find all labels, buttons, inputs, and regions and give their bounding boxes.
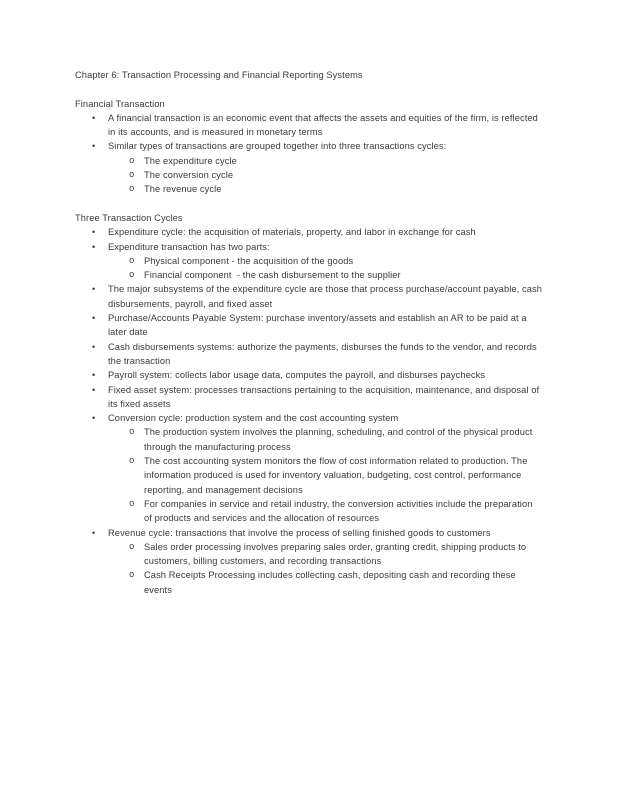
sub-bullet-icon: o [129, 170, 135, 181]
bullet-icon: • [92, 384, 96, 395]
sub-list-item-text: Sales order processing involves preparing sales order, granting credit, shipping products to customers, billing customers, and recording transactions [144, 541, 529, 567]
sub-list-item [108, 540, 543, 569]
section-heading-financial-transaction: Financial Transaction [75, 98, 165, 109]
list-item [75, 240, 543, 283]
sub-list-item-text: The cost accounting system monitors the flow of cost information related to production. The information produced is used for inventory valuation, budgeting, cost control, performance reporting, and management decisions [144, 456, 531, 495]
sub-list-item [108, 254, 543, 268]
bullet-icon: • [92, 527, 96, 538]
sub-bullet-icon: o [129, 184, 135, 195]
paragraph-spacer [75, 197, 543, 211]
sub-bullet-icon: o [129, 456, 135, 467]
list-item [75, 311, 543, 340]
sub-bullet-list [108, 540, 543, 597]
sub-list-item [108, 168, 543, 182]
sub-bullet-icon: o [129, 570, 135, 581]
list-item-text: Fixed asset system: processes transactions pertaining to the acquisition, maintenance, and disposal of its fixed assets [108, 384, 542, 409]
sub-list-item-text: The production system involves the planning, scheduling, and control of the physical product through the manufacturing process [144, 427, 536, 452]
bullet-icon: • [92, 227, 96, 238]
list-item [75, 368, 543, 382]
list-item-text: Conversion cycle: production system and the cost accounting system [108, 413, 399, 424]
list-item [75, 225, 543, 239]
sub-list-item-text: The revenue cycle [144, 184, 222, 195]
sub-list-item [108, 182, 543, 196]
paragraph-spacer [75, 82, 543, 96]
sub-list-item [108, 454, 543, 497]
sub-bullet-icon: o [129, 155, 135, 166]
bullet-icon: • [92, 141, 96, 152]
list-item-text: Purchase/Accounts Payable System: purchase inventory/assets and establish an AR to be paid at a later date [108, 313, 530, 338]
list-item-text: Payroll system: collects labor usage data, computes the payroll, and disburses paychecks [108, 370, 486, 381]
list-item [75, 340, 543, 369]
bullet-list-three-transaction-cycles [75, 225, 543, 597]
sub-bullet-icon: o [129, 498, 135, 509]
sub-list-item-text: Financial component - the cash disbursement to the supplier [144, 270, 401, 281]
sub-bullet-list [108, 154, 543, 197]
sub-list-item-text: The conversion cycle [144, 170, 234, 181]
list-item [75, 526, 543, 597]
page-title: Chapter 6: Transaction Processing and Financial Reporting Systems [75, 70, 363, 80]
bullet-icon: • [92, 241, 96, 252]
bullet-icon: • [92, 284, 96, 295]
bullet-icon: • [92, 341, 96, 352]
sub-list-item-text: Physical component - the acquisition of the goods [144, 255, 354, 266]
list-item-text: Expenditure transaction has two parts: [108, 241, 270, 252]
list-item-text: Revenue cycle: transactions that involve the process of selling finished goods to customers [108, 527, 491, 538]
sub-list-item [108, 425, 543, 454]
sub-bullet-list [108, 254, 543, 283]
bullet-icon: • [92, 370, 96, 381]
sub-list-item [108, 568, 543, 597]
sub-list-item [108, 497, 543, 526]
sub-list-item [108, 268, 543, 282]
bullet-icon: • [92, 313, 96, 324]
list-item [75, 139, 543, 196]
list-item-text: A financial transaction is an economic event that affects the assets and equities of the firm, is reflected in its accounts, and is measured in monetary terms [108, 112, 541, 138]
bullet-list-financial-transaction [75, 111, 543, 197]
sub-list-item [108, 154, 543, 168]
list-item-text: The major subsystems of the expenditure cycle are those that process purchase/account payable, cash disbursements, payroll, and fixed asset [108, 284, 545, 309]
list-item [75, 411, 543, 525]
sub-list-item-text: Cash Receipts Processing includes collecting cash, depositing cash and recording these events [144, 570, 519, 595]
section-heading-three-transaction-cycles: Three Transaction Cycles [75, 212, 183, 223]
sub-bullet-icon: o [129, 541, 135, 552]
list-item [75, 111, 543, 140]
list-item-text: Expenditure cycle: the acquisition of materials, property, and labor in exchange for cash [108, 227, 476, 238]
list-item-text: Similar types of transactions are grouped together into three transactions cycles: [108, 141, 447, 152]
sub-bullet-icon: o [129, 270, 135, 281]
list-item-text: Cash disbursements systems: authorize the payments, disburses the funds to the vendor, and records the transaction [108, 341, 540, 366]
list-item [75, 282, 543, 311]
sub-list-item-text: For companies in service and retail industry, the conversion activities include the preparation of products and services and the allocation of resources [144, 498, 536, 524]
sub-bullet-icon: o [129, 255, 135, 266]
bullet-icon: • [92, 413, 96, 424]
list-item [75, 383, 543, 412]
sub-bullet-list [108, 425, 543, 525]
sub-list-item-text: The expenditure cycle [144, 155, 237, 166]
bullet-icon: • [92, 112, 96, 123]
document-body [75, 68, 543, 597]
sub-bullet-icon: o [129, 427, 135, 438]
